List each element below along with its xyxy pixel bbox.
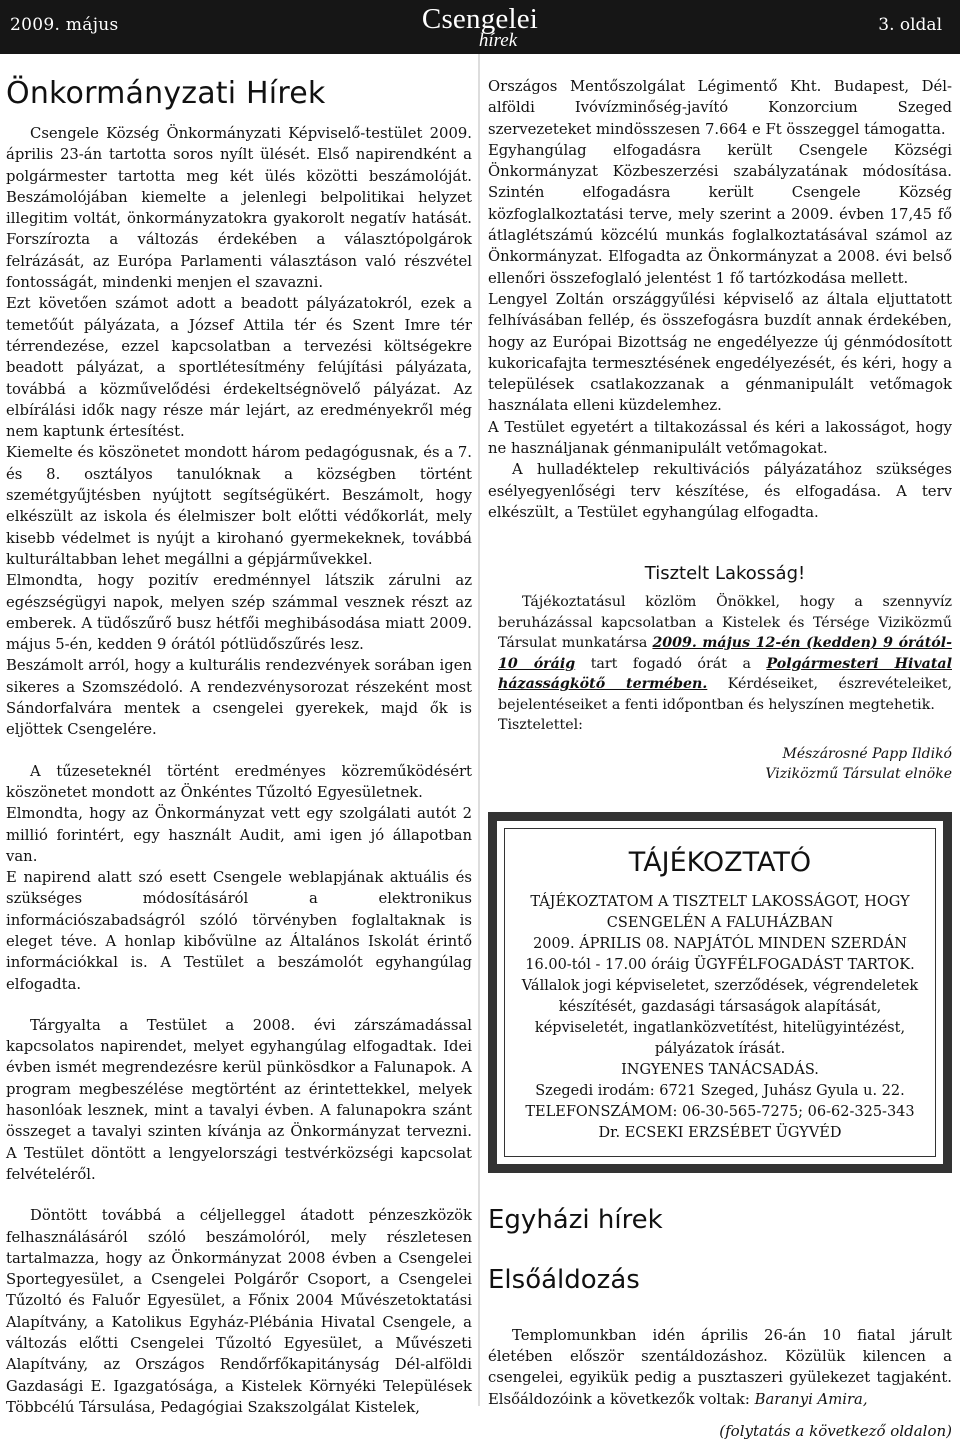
info-box-line: INGYENES TANÁCSADÁS.	[621, 1061, 819, 1078]
notice-text-part: Kérdéseiket, észrevételeiket, bejelentéseiket a fenti időpontban és helyszínen megtehetik.	[498, 676, 953, 713]
article-paragraph	[488, 1325, 952, 1410]
info-box-line: TELEFONSZÁMOM: 06-30-565-7275; 06-62-325-343	[525, 1103, 915, 1120]
info-box-tajekoztato	[488, 812, 952, 1173]
notice-date-emphasis: 2009. május 12-én (kedden) 9 órától-10 óráig	[498, 635, 953, 672]
article-paragraph: Ezt követően számot adott a beadott pályázatokról, ezek a temetőút pályázata, a József Attila tér és Szent Imre tér térrendezése, ezzel kapcsolatban a tervezési költségekre beadott pályázat, a sportlétesítmény felújítási pályázata, továbbá a közművelődési érdekeltségnövelő pályázat. Az elbírálási idők nagy része már lejárt, az eredményekről még nem kaptunk értesítést.	[6, 295, 472, 441]
spacer	[488, 1173, 952, 1205]
masthead	[0, 3, 960, 51]
spacer	[488, 1305, 952, 1325]
article-paragraph: Országos Mentőszolgálat Légimentő Kht. Budapest, Dél-alföldi Ivóvízminőség-javító Konzorcium Szeged szervezeteket mindösszesen 7.664 e Ft összeggel támogatta.	[488, 78, 952, 138]
right-column	[488, 76, 953, 1440]
signature-role: Viziközmű Társulat elnöke	[765, 765, 952, 782]
section-title-onkormanyzati: Önkormányzati Hírek	[6, 76, 326, 111]
info-box-line: Dr. ECSEKI ERZSÉBET ÜGYVÉD	[598, 1124, 842, 1141]
article-paragraph: Beszámolt arról, hogy a kulturális rendezvények sorában igen sikeres a Szomszédoló. A rendezvénysorozat részeként most Sándorfalvára mentek a csengelei gyerekek, majd ők is eljöttek Csengelére.	[6, 657, 472, 739]
spacer	[6, 1185, 472, 1205]
notice-text-part: Tájékoztatásul közlöm Önökkel, hogy a szennyvíz beruházással kapcsolatban a Kistelek és Térsége Viziközmű Társulat munkatársa	[498, 594, 952, 652]
spacer	[488, 1245, 952, 1265]
masthead-subtitle: hírek	[478, 30, 518, 51]
info-box-line: 16.00-tól - 17.00 óráig ÜGYFÉLFOGADÁST TARTOK.	[525, 956, 915, 973]
continued-note: (folytatás a következő oldalon)	[719, 1421, 952, 1440]
article-paragraph: Egyhangúlag elfogadásra került Csengele Községi Önkormányzat Közbeszerzési szabályzatának módosítása. Szintén elfogadásra került Csengele Község közfoglalkoztatási terve, mely szerint a 2009. évben 17,45 fő átlaglétszámú közcélú munkás foglalkoztatásával számol az Önkormányzat. Elfogadta az Önkormányzat a 2008. évi belső ellenőri összefoglaló jelentést 1 fő tartózkodása mellett.	[488, 141, 952, 287]
church-name-list: Baranyi Amira,	[754, 1390, 868, 1408]
article-paragraph: A hulladéktelep rekultivációs pályázatához szükséges esélyegyenlőségi terv készítése, és elfogadása. A terv elkészült, a Testület egyhangúlag elfogadta.	[488, 461, 952, 521]
left-column	[6, 64, 472, 1416]
article-paragraph: A tűzeseteknél történt eredményes közreműködésért köszönetet mondott az Önkéntes Tűzoltó Egyesületnek.	[6, 762, 472, 801]
notice-greeting: Tisztelettel:	[498, 717, 583, 734]
section-title-egyhazi: Egyházi hírek	[488, 1204, 663, 1235]
info-box-line: Vállalok jogi képviseletet, szerződések, végrendeletek készítését, gazdasági társaságok alapítását, képviseletét, ingatlanközvetítést, hitelügyintézést, pályázatok írását.	[521, 977, 919, 1057]
article-paragraph: Tárgyalta a Testület a 2008. évi zárszámadással kapcsolatos napirendet, melyet egyhangúlag elfogadtak. Idei évben ismét megrendezésre kerül pünkösdkor a Falunapok. A program megbeszélése megtörtént az érintettekkel, melyek hasonlóak lesznek, mint a tavalyi évben. A falunapokra szánt összeget a tavalyi szinten kívánja az Önkormányzat tervezni. A Testület döntött a lengyelországi testvérközségi kapcsolat felvételéről.	[6, 1016, 472, 1183]
notice-text	[498, 592, 952, 715]
issue-date: 2009. május	[10, 15, 119, 35]
signature-name: Mészárosné Papp Ildikó	[782, 745, 952, 762]
notice-text-part: tart fogadó órát a	[575, 655, 767, 672]
subsection-title-elsoaldozas: Elsőáldozás	[488, 1264, 640, 1295]
article-paragraph: Döntött továbbá a céljelleggel átadott pénzeszközök felhasználásáról szóló beszámolóról, mely részletesen tartalmazza, hogy az Önkormányzat 2008 évben a Csengelei Sportegyesület, a Csengelei Polgárőr Csoport, a Csengelei Tűzoltó és Faluőr Egyesület, a Főnix 2004 Művészetoktatási Alapítvány, a Katolikus Egyház-Plébánia Hivatal Csengele, a változás előtti Csengelei Tűzoltó Egyesület, a Művészeti Alapítvány, az Országos Rendőrfőkapitányság Dél-alföldi Gazdasági E. Igazgatósága, a Kistelek Környéki Települések Többcélú Társulása, Pedagógiai Szakszolgálat Kistelek,	[6, 1207, 472, 1416]
info-box-line: TÁJÉKOZTATOM A TISZTELT LAKOSSÁGOT, HOGY	[530, 893, 910, 910]
masthead-name: Csengelei	[421, 3, 539, 35]
notice-announcement	[498, 563, 952, 784]
notice-signature	[498, 744, 952, 784]
info-box-title: TÁJÉKOZTATÓ	[628, 846, 812, 878]
spacer	[6, 741, 472, 761]
info-box-line: CSENGELÉN A FALUHÁZBAN	[606, 914, 834, 931]
notice-location-emphasis: Polgármesteri Hivatal házasságkötő termében.	[498, 655, 952, 693]
spacer	[6, 995, 472, 1015]
column-divider	[478, 54, 480, 1406]
notice-title: Tisztelt Lakosság!	[644, 563, 806, 585]
page-header	[0, 0, 960, 54]
church-text: Templomunkban idén április 26-án 10 fiatal járult életében először szentáldozáshoz. Közülük kilencen a csengelei, egyikük pedig a pusztaszeri gyülekezet tagjaként. Elsőáldozóink a következők voltak:	[488, 1326, 952, 1408]
info-box-line: 2009. ÁPRILIS 08. NAPJÁTÓL MINDEN SZERDÁN	[533, 935, 907, 952]
article-paragraph: A Testület egyetért a tiltakozással és kéri a lakosságot, hogy ne használjanak génmanipulált vetőmagokat.	[488, 418, 952, 458]
page-number: 3. oldal	[878, 15, 942, 35]
article-paragraph: Lengyel Zoltán országgyűlési képviselő az általa eljuttatott felhívásában fellép, és összefogásra buzdít annak érdekében, hogy az Európai Bizottság ne engedélyezze új génmódosított kukoricafajta termesztésének engedélyezését, és kéri, hogy a települések csatlakozzanak a génmanipulált vetőmagok használata elleni küzdelemhez.	[488, 290, 952, 415]
info-box-line: Szegedi irodám: 6721 Szeged, Juhász Gyula u. 22.	[535, 1082, 905, 1099]
article-paragraph: Kiemelte és köszönetet mondott három pedagógusnak, és a 7. és 8. osztályos tanulóknak a községben történt szemétgyűjtésben nyújtott segítségükért. Beszámolt, hogy elkészült az iskola és élelmiszer bolt előtti védőkorlát, mely kisebb védelmet is nyújt a kirohanó gyermekeknek, továbbá kulturáltabban lehet megállni a gépjárművekkel.	[6, 444, 472, 568]
article-paragraph: Elmondta, hogy pozitív eredménnyel látszik zárulni az egészségügyi napok, melyen szép számmal vesznek részt az emberek. A tüdőszűrő busz hétfői meghibásodása miatt 2009. május 5-én, kedden 9 órától pótlüdőszűrés lesz.	[6, 572, 472, 654]
article-paragraph: Elmondta, hogy az Önkormányzat vett egy szolgálati autót 2 millió forintért, egy használt Audit, ami igen jó állapotban van.	[6, 805, 472, 865]
article-paragraph: E napirend alatt szó esett Csengele weblapjának aktuális és szükséges módosításáról a elektronikus információszabadságról szóló törvényben foglaltaknak is eleget téve. A honlap kibővülne az Általános Iskolát érintő információkkal is. A Testület a beszámolót egyhangúlag elfogadta.	[6, 869, 472, 993]
article-paragraph: Csengele Község Önkormányzati Képviselő-testület 2009. április 23-án tartotta soros nyílt ülését. Első napirendként a polgármester tartotta meg két ülés közötti beszámolóját. Beszámolójában kiemelte a jelenlegi belpolitikai helyzet illegitim voltát, önkormányzatokra gyakorolt negatív hatását. Forszírozta a változás érdekében a választópolgárok felrázását, az Európa Parlamenti választáson való részvétel fontosságát, mindenki menjen el szavazni.	[6, 125, 472, 292]
info-box-inner	[504, 828, 936, 1157]
